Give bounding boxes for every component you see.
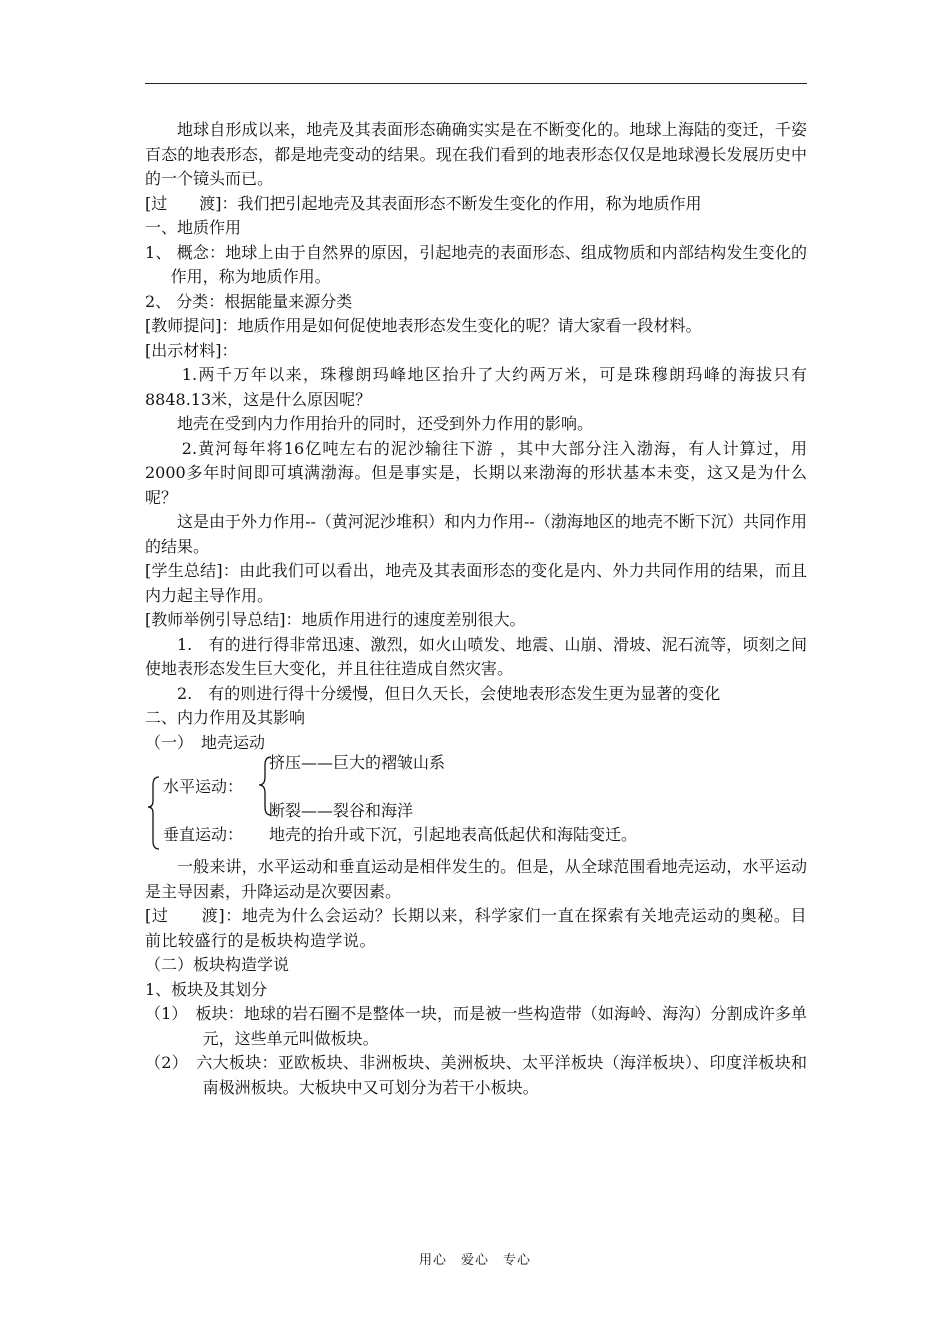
classification-item: 2、 分类：根据能量来源分类 [145, 291, 353, 311]
subsection-plate-theory: （二）板块构造学说 [145, 955, 290, 974]
general-paragraph: 一般来讲，水平运动和垂直运动是相伴发生的。但是，从全球范围看地壳运动，水平运动是主导因素，升降运动是次要因素。 [145, 857, 807, 901]
horizontal-movement-label: 水平运动： [163, 777, 244, 796]
rift-result: 断裂——裂谷和海洋 [269, 801, 414, 820]
concept-item: 1、 概念：地球上由于自然界的原因，引起地壳的表面形态、组成物质和内部结构发生变化的作用，称为地质作用。 [145, 242, 807, 286]
plate-item-2: （2） 六大板块：亚欧板块、非洲板块、美洲板块、太平洋板块（海洋板块）、印度洋板块和南极洲板块。大板块中又可划分为若干小板块。 [145, 1053, 807, 1097]
vertical-movement-desc: 地壳的抬升或下沉，引起地表高低起伏和海陆变迁。 [269, 825, 638, 844]
plates-heading: 1、板块及其划分 [145, 979, 268, 999]
transition-note: [过 渡]：我们把引起地壳及其表面形态不断发生变化的作用，称为地质作用 [145, 193, 702, 213]
section-heading-2: 二、内力作用及其影响 [145, 708, 306, 727]
student-summary: [学生总结]：由此我们可以看出，地壳及其表面形态的变化是内、外力共同作用的结果，而且内力起主导作用。 [145, 561, 807, 605]
header-rule [145, 83, 807, 84]
section-heading-1: 一、地质作用 [145, 218, 242, 237]
vertical-movement-label: 垂直运动： [163, 825, 244, 844]
subsection-crust-movement: （一） 地壳运动 [145, 732, 266, 752]
speed-item-1: 1. 有的进行得非常迅速、激烈，如火山喷发、地震、山崩、滑坡、泥石流等，顷刻之间使地表形态发生巨大变化，并且往往造成自然灾害。 [145, 634, 807, 678]
page-footer: 用心 爱心 专心 [418, 1253, 531, 1268]
material-2-answer: 这是由于外力作用--（黄河泥沙堆积）和内力作用--（渤海地区的地壳不断下沉）共同作用的结果。 [145, 512, 807, 556]
teacher-question: [教师提问]：地质作用是如何促使地表形态发生变化的呢？请大家看一段材料。 [145, 316, 702, 335]
show-material-label: [出示材料]： [145, 340, 238, 360]
squeeze-result: 挤压——巨大的褶皱山系 [269, 753, 446, 772]
material-1: 1.两千万年以来，珠穆朗玛峰地区抬升了大约两万米，可是珠穆朗玛峰的海拔只有8848.13米，这是什么原因呢？ [145, 365, 807, 409]
document-body [145, 118, 807, 1100]
intro-paragraph: 地球自形成以来，地壳及其表面形态确确实实是在不断变化的。地球上海陆的变迁，千姿百态的地表形态，都是地壳变动的结果。现在我们看到的地表形态仅仅是地球漫长发展历史中的一个镜头而已。 [145, 120, 807, 188]
plate-item-1: （1） 板块：地球的岩石圈不是整体一块，而是被一些构造带（如海岭、海沟）分割成许多单元，这些单元叫做板块。 [145, 1004, 807, 1048]
transition-note-2: [过 渡]：地壳为什么会运动？长期以来，科学家们一直在探索有关地壳运动的奥秘。目前比较盛行的是板块构造学说。 [145, 906, 807, 950]
material-1-answer: 地壳在受到内力作用抬升的同时，还受到外力作用的影响。 [177, 414, 594, 433]
speed-item-2: 2. 有的则进行得十分缓慢，但日久天长，会使地表形态发生更为显著的变化 [177, 683, 721, 703]
outer-brace [148, 777, 159, 849]
material-2: 2.黄河每年将16亿吨左右的泥沙输往下游 ，其中大部分注入渤海，有人计算过，用2000多年时间即可填满渤海。但是事实是，长期以来渤海的形状基本未变，这又是为什么呢？ [145, 438, 807, 507]
crust-movement-diagram [145, 755, 807, 855]
teacher-summary: [教师举例引导总结]：地质作用进行的速度差别很大。 [145, 610, 526, 629]
